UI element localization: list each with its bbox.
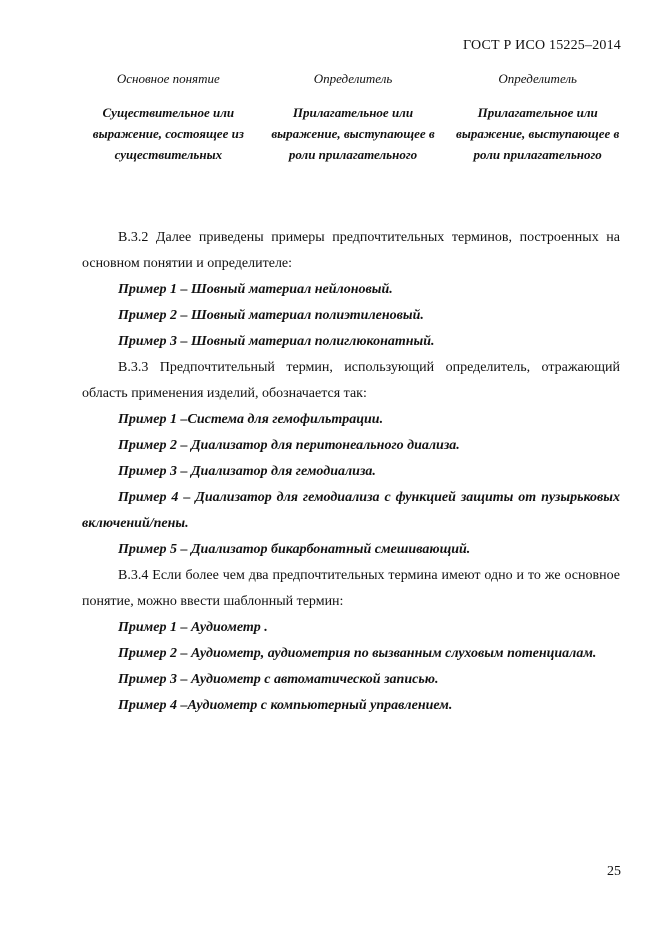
example-item: Пример 1 –Система для гемофильтрации. [118,412,384,427]
table-cell: Существительное или выражение, состоящее из существительных [92,105,244,162]
example-item: Пример 1 – Шовный материал нейлоновый. [118,282,393,297]
table-heading: Основное понятие [116,71,220,86]
table-cell: Прилагательное или выражение, выступающее в роли прилагательного [271,105,435,162]
example-item: Пример 2 – Шовный материал полиэтиленовый. [118,308,424,323]
example-item: Пример 2 – Аудиометр, аудиометрия по вызванным слуховым потенциалам. [118,646,597,661]
table-heading: Определитель [498,71,577,86]
table-cell: Прилагательное или выражение, выступающее в роли прилагательного [456,105,620,162]
table-column-qualifier [261,70,446,165]
concept-table [76,70,630,165]
table-column-qualifier [445,70,630,165]
paragraph-b34: B.3.4 Если более чем два предпочтительных термина имеют одно и то же основное понятие, можно ввести шаблонный термин: [82,568,620,609]
example-item: Пример 4 –Аудиометр с компьютерный управлением. [118,698,453,713]
example-item: Пример 5 – Диализатор бикарбонатный смешивающий. [118,542,471,557]
document-header-standard: ГОСТ Р ИСО 15225–2014 [463,38,621,53]
table-heading: Определитель [313,71,393,86]
table-column-basic-concept [76,70,261,165]
paragraph-b32: B.3.2 Далее приведены примеры предпочтительных терминов, построенных на основном понятии и определителе: [82,230,620,271]
example-item: Пример 3 – Шовный материал полиглюконатный. [118,334,435,349]
paragraph-b33: B.3.3 Предпочтительный термин, использующий определитель, отражающий область применения изделий, обозначается так: [82,360,620,401]
example-item: Пример 4 – Диализатор для гемодиализа с функцией защиты от пузырьковых включений/пены. [82,490,620,531]
example-item: Пример 1 – Аудиометр . [118,620,268,635]
document-body [82,225,620,719]
example-item: Пример 3 – Диализатор для гемодиализа. [118,464,376,479]
example-item: Пример 2 – Диализатор для перитонеального диализа. [118,438,460,453]
page-number: 25 [607,864,621,879]
example-item: Пример 3 – Аудиометр с автоматической записью. [118,672,439,687]
